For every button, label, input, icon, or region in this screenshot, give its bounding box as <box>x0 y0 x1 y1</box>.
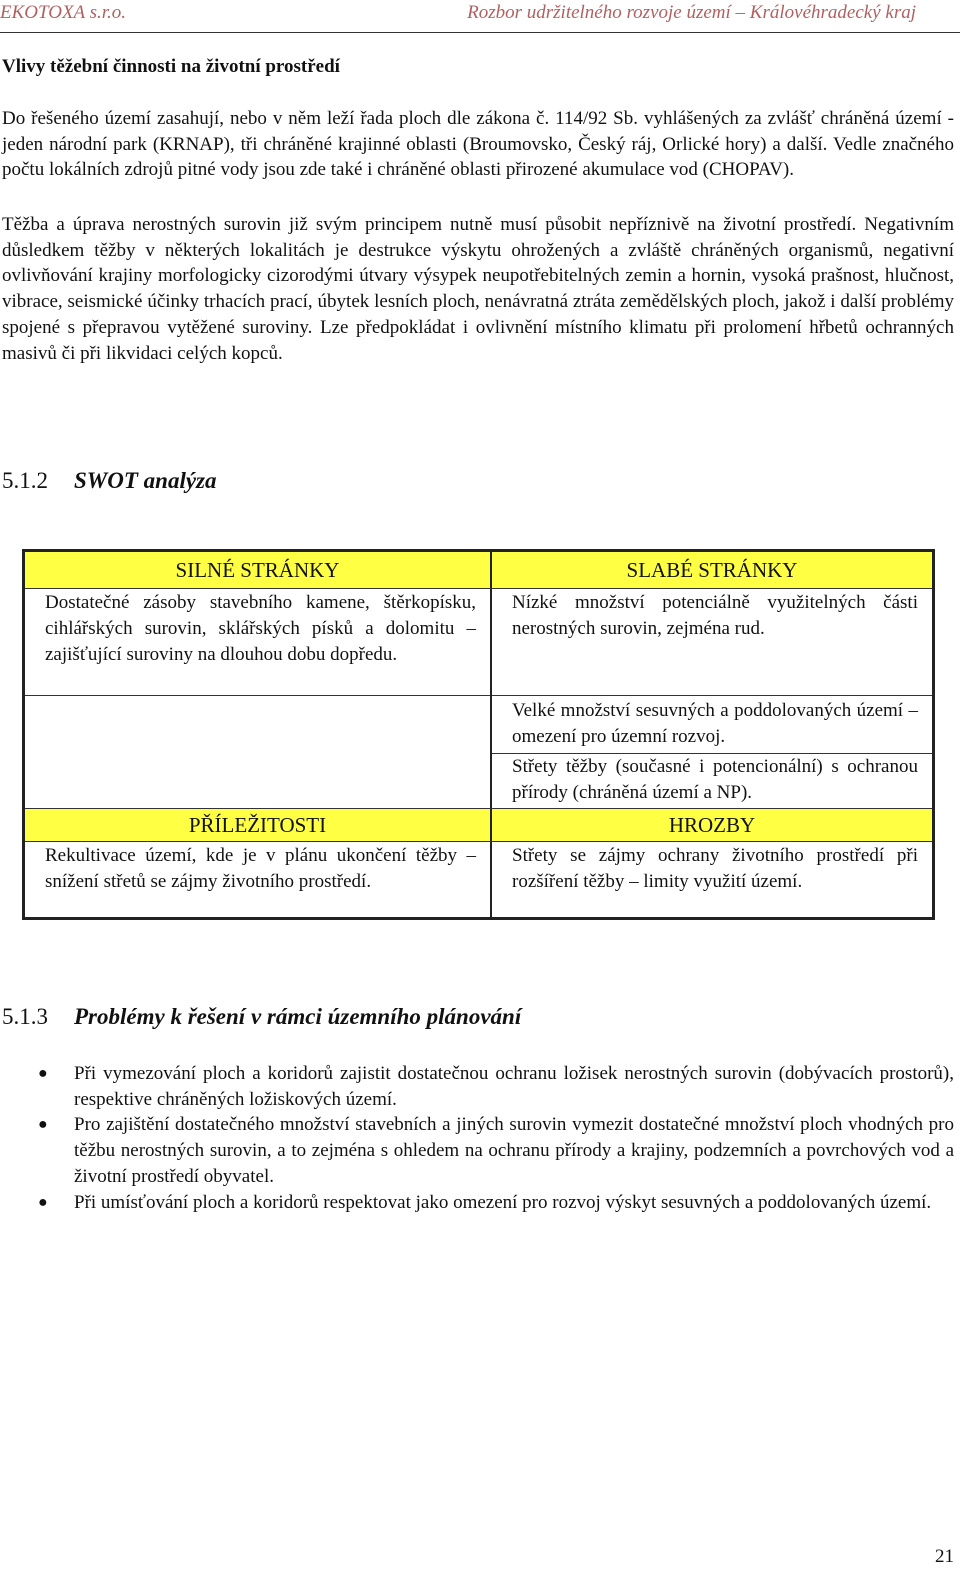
header-company: EKOTOXA s.r.o. <box>0 2 126 23</box>
page-header <box>0 0 960 33</box>
section-title: SWOT analýza <box>74 468 217 493</box>
swot-divider <box>492 695 932 696</box>
swot-weakness-item: Střety těžby (současné i potencionální) s ochranou přírody (chráněná území a NP). <box>512 756 918 803</box>
list-item <box>2 1061 954 1112</box>
swot-opportunity-item: Rekultivace území, kde je v plánu ukončení těžby – snížení střetů se zájmy životního prostředí. <box>45 845 476 892</box>
swot-divider <box>25 695 490 696</box>
swot-threat-item: Střety se zájmy ochrany životního prostředí při rozšíření těžby – limity využití území. <box>512 845 918 892</box>
bullet-icon: ● <box>38 1065 48 1082</box>
section-number: 5.1.2 <box>2 468 48 493</box>
swot-threats-title: HROZBY <box>492 809 932 841</box>
list-item-text: Při vymezování ploch a koridorů zajistit dostatečnou ochranu ložisek nerostných surovin (dobývacích prostorů), respektive chráněných ložiskových území. <box>74 1063 954 1110</box>
section-title: Problémy k řešení v rámci územního plánování <box>74 1004 522 1029</box>
list-item <box>2 1190 954 1216</box>
paragraph-protected-areas: Do řešeného území zasahují, nebo v něm leží řada ploch dle zákona č. 114/92 Sb. vyhlášených za zvlášť chráněná území - jeden národní park (KRNAP), tři chráněné krajinné oblasti (Broumovsko, Český ráj, Orlické hory) a další. Vedle značného počtu lokálních zdrojů pitné vody jsou zde také i chráněné oblasti přirozené akumulace vod (CHOPAV). <box>2 108 954 181</box>
page-number: 21 <box>935 1546 954 1567</box>
list-item-text: Při umísťování ploch a koridorů respektovat jako omezení pro rozvoj výskyt sesuvných a poddolovaných území. <box>74 1191 932 1213</box>
section-heading-swot <box>2 468 217 494</box>
swot-strength-item: Dostatečné zásoby stavebního kamene, štěrkopísku, cihlářských surovin, sklářských písků a dolomitu – zajišťující suroviny na dlouhou dobu dopředu. <box>45 592 476 665</box>
list-item <box>2 1112 954 1189</box>
swot-opportunities-title: PŘÍLEŽITOSTI <box>25 809 490 841</box>
swot-divider <box>25 841 932 842</box>
section-heading-problems <box>2 1004 521 1030</box>
heading-mining-impacts: Vlivy těžební činnosti na životní prostředí <box>2 56 340 77</box>
problems-list <box>2 1061 954 1215</box>
swot-weakness-item: Nízké množství potenciálně využitelných části nerostných surovin, zejména rud. <box>512 592 918 639</box>
header-title: Rozbor udržitelného rozvoje území – Královéhradecký kraj <box>467 2 916 23</box>
swot-divider <box>25 588 932 589</box>
section-number: 5.1.3 <box>2 1004 48 1029</box>
swot-weaknesses-title: SLABÉ STRÁNKY <box>492 552 932 588</box>
swot-strengths-title: SILNÉ STRÁNKY <box>25 552 490 588</box>
bullet-icon: ● <box>38 1193 48 1211</box>
paragraph-mining-effects: Těžba a úprava nerostných surovin již svým principem nutně musí působit nepříznivě na životní prostředí. Negativním důsledkem těžby v některých lokalitách je destrukce výskytu ohrožených a zvláště chráněných organismů, negativní ovlivňování krajiny morfologicky cizorodými útvary výsypek neupotřebitelných zemin a hornin, vysoká prašnost, hlučnost, vibrace, seismické účinky trhacích prací, úbytek lesních ploch, nenávratná ztráta zemědělských ploch, jakož i další problémy spojené s přepravou vytěžené suroviny. Lze předpokládat i ovlivnění místního klimatu při prolomení hřbetů ochranných masivů či při likvidaci celých kopců. <box>2 214 954 364</box>
bullet-icon: ● <box>38 1116 48 1134</box>
swot-weakness-item: Velké množství sesuvných a poddolovaných území – omezení pro územní rozvoj. <box>512 700 918 747</box>
list-item-text: Pro zajištění dostatečného množství stavebních a jiných surovin vymezit dostatečné množství ploch vhodných pro těžbu nerostných surovin, a to zejména s ohledem na ochranu přírody a krajiny, podzemních a povrchových vod a životní prostředí obyvatel. <box>74 1114 954 1187</box>
swot-table <box>22 549 935 920</box>
